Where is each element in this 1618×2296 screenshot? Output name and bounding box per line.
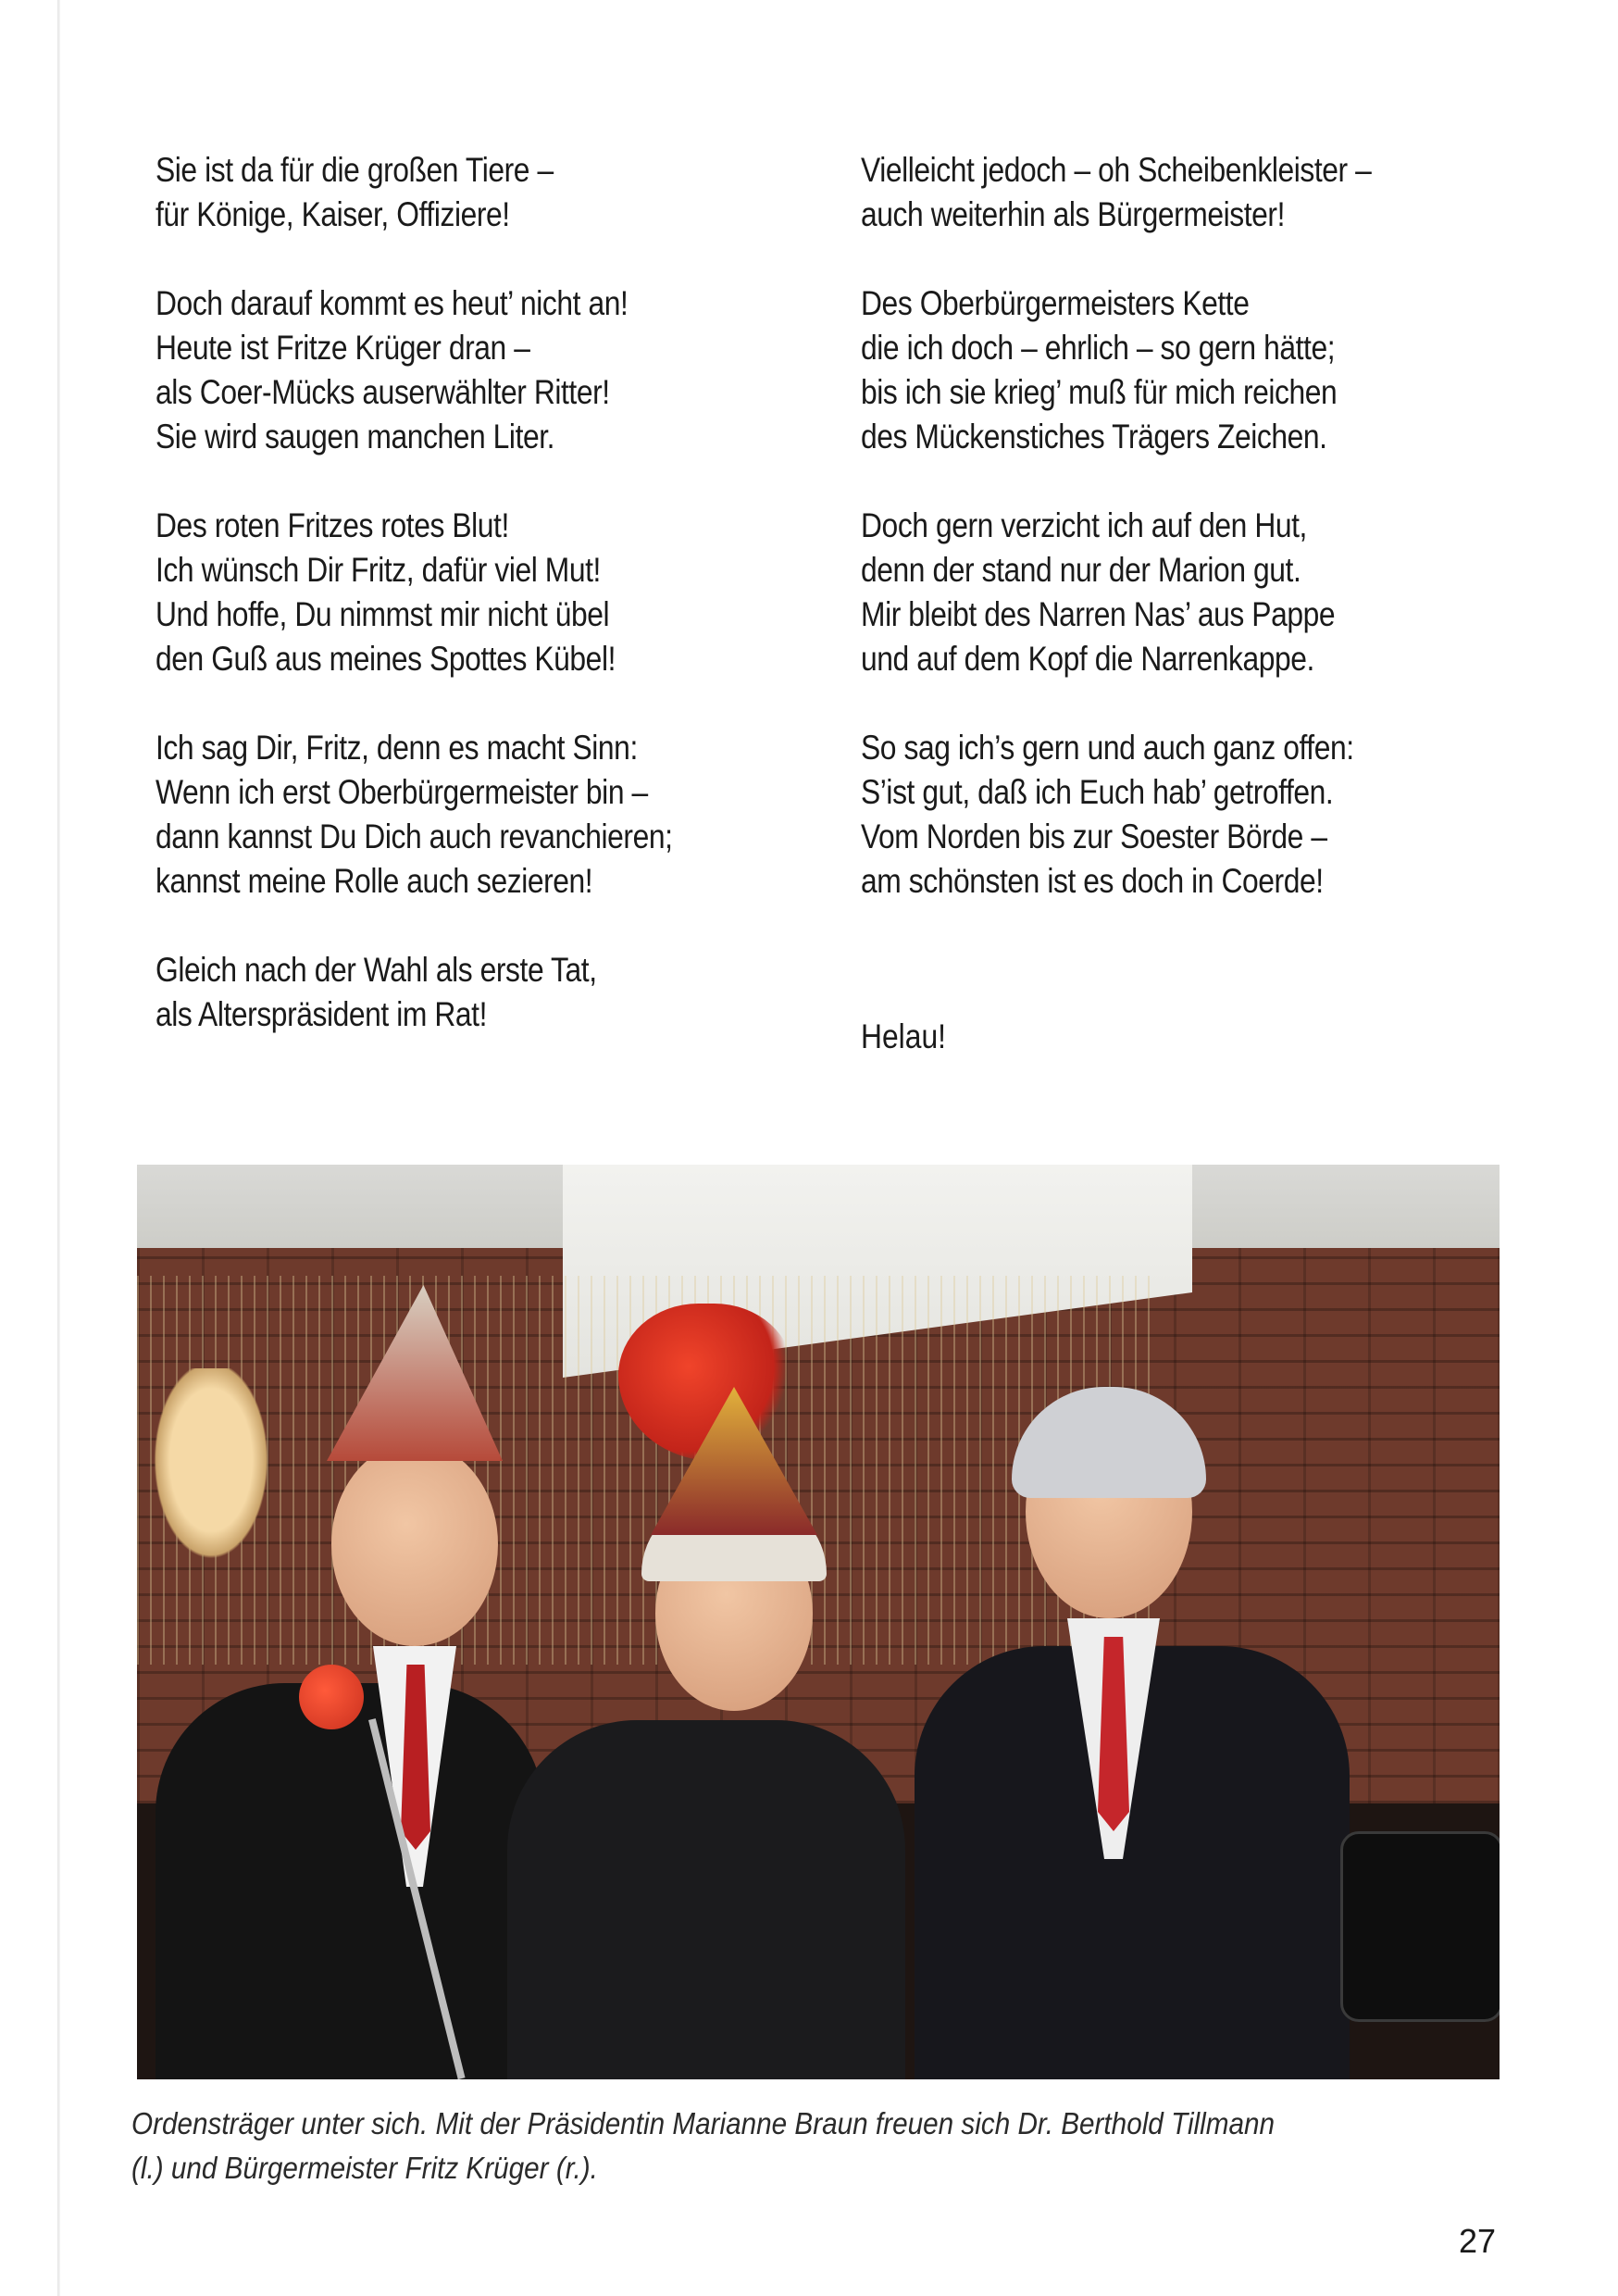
caption-line-1: Ordensträger unter sich. Mit der Präsidentin Marianne Braun freuen sich Dr. Berthold Tillmann [131, 2106, 1276, 2140]
poem-line: Mir bleibt des Narren Nas’ aus Pappe [861, 595, 1336, 633]
poem-line: Vielleicht jedoch – oh Scheibenkleister – [861, 151, 1372, 189]
poem-line: Gleich nach der Wahl als erste Tat, [156, 951, 597, 989]
poem-line: Und hoffe, Du nimmst mir nicht übel [156, 595, 610, 633]
caption-line-2: (l.) und Bürgermeister Fritz Krüger (r.). [131, 2151, 598, 2185]
poem-line: S’ist gut, daß ich Euch hab’ getroffen. [861, 773, 1334, 811]
poem-line: auch weiterhin als Bürgermeister! [861, 195, 1286, 233]
poem-line: dann kannst Du Dich auch revanchieren; [156, 817, 673, 855]
poem-closing: Helau! [861, 1017, 946, 1055]
photo-caption [131, 2102, 1498, 2190]
poem-stanza [861, 148, 1509, 237]
poem-line: Des Oberbürgermeisters Kette [861, 284, 1250, 322]
poem-line: Wenn ich erst Oberbürgermeister bin – [156, 773, 648, 811]
carnival-mask [146, 1368, 276, 1572]
poem-line: den Guß aus meines Spottes Kübel! [156, 640, 616, 678]
poem-column-right [861, 148, 1509, 948]
poem-line: Doch darauf kommt es heut’ nicht an! [156, 284, 629, 322]
poem-column-left [156, 148, 803, 1081]
poem-stanza [861, 726, 1509, 904]
poem-line: Doch gern verzicht ich auf den Hut, [861, 506, 1307, 544]
page-fold-shadow [57, 0, 60, 2296]
poem-line: Sie wird saugen manchen Liter. [156, 418, 555, 455]
drum-kit [1340, 1831, 1500, 2022]
poem-line: Ich sag Dir, Fritz, denn es macht Sinn: [156, 729, 638, 767]
poem-stanza [156, 726, 803, 904]
poem-line: bis ich sie krieg’ muß für mich reichen [861, 373, 1338, 411]
poem-line: Des roten Fritzes rotes Blut! [156, 506, 509, 544]
poem-line: und auf dem Kopf die Narrenkappe. [861, 640, 1314, 678]
person-left [156, 1683, 544, 2079]
poem-line: kannst meine Rolle auch sezieren! [156, 862, 593, 900]
poem-line: denn der stand nur der Marion gut. [861, 551, 1301, 589]
poem-line: des Mückenstiches Trägers Zeichen. [861, 418, 1327, 455]
microphone [299, 1665, 364, 1729]
poem-stanza [156, 148, 803, 237]
poem-line: als Coer-Mücks auserwählter Ritter! [156, 373, 610, 411]
poem-stanza [156, 281, 803, 459]
poem-line: am schönsten ist es doch in Coerde! [861, 862, 1324, 900]
poem-line: als Alterspräsident im Rat! [156, 995, 488, 1033]
poem-line: für Könige, Kaiser, Offiziere! [156, 195, 510, 233]
poem-stanza [156, 948, 803, 1037]
poem-stanza [156, 504, 803, 681]
poem-line: Sie ist da für die großen Tiere – [156, 151, 554, 189]
poem-stanza [861, 281, 1509, 459]
poem-line: Vom Norden bis zur Soester Börde – [861, 817, 1327, 855]
person-center [507, 1720, 905, 2079]
page-number: 27 [1458, 2222, 1496, 2260]
poem-line: Ich wünsch Dir Fritz, dafür viel Mut! [156, 551, 601, 589]
poem-stanza [861, 504, 1509, 681]
poem-line: die ich doch – ehrlich – so gern hätte; [861, 329, 1336, 367]
poem-line: Heute ist Fritze Krüger dran – [156, 329, 530, 367]
carnival-photo [137, 1165, 1500, 2079]
poem-line: So sag ich’s gern und auch ganz offen: [861, 729, 1354, 767]
